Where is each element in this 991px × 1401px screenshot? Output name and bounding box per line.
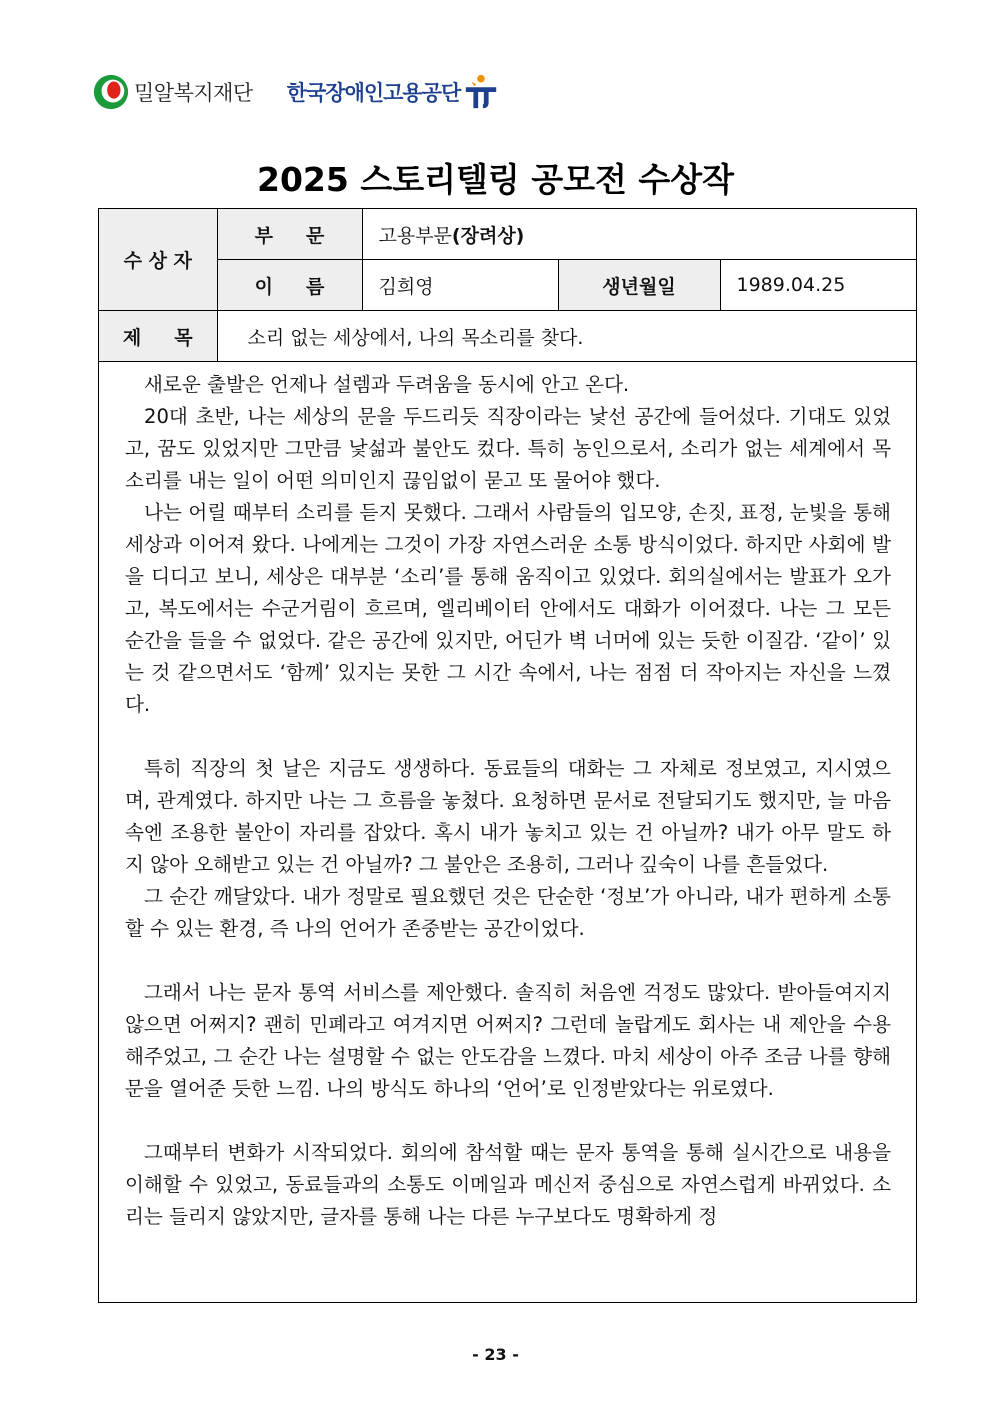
essay-paragraph: 그 순간 깨달았다. 내가 정말로 필요했던 것은 단순한 ‘정보’가 아니라, 내가 편하게 소통할 수 있는 환경, 즉 나의 언어가 존중받는 공간이었다. xyxy=(125,885,891,940)
milal-logo-icon xyxy=(92,73,130,111)
name-value: 김희영 xyxy=(362,260,558,311)
category-label: 부 문 xyxy=(217,209,362,260)
essay-paragraph: 그래서 나는 문자 통역 서비스를 제안했다. 솔직히 처음엔 걱정도 많았다. 받아들여지지 않으면 어쩌지? 괜히 민폐라고 여겨지면 어쩌지? 그런데 놀랍게도 회사는 내 제안을 수용해주었고, 그 순간 나는 설명할 수 없는 안도감을 느꼈다. 마치 세상이 아주 조금 나를 향해 문을 열어준 듯한 느낌. 나의 방식도 하나의 ‘언어’로 인정받았다는 위로였다. xyxy=(125,981,891,1100)
kead-logo-icon xyxy=(462,72,500,112)
essay-paragraph: 새로운 출발은 언제나 설렘과 두려움을 동시에 안고 온다. xyxy=(144,373,630,396)
subject-value: 소리 없는 세상에서, 나의 목소리를 찾다. xyxy=(217,311,916,362)
paragraph-gap xyxy=(125,1105,891,1137)
milal-logo xyxy=(92,73,253,111)
subject-label: 제 목 xyxy=(99,311,217,362)
paragraph-gap xyxy=(125,945,891,977)
category-value-text: 고용부문 xyxy=(378,224,452,247)
header-logos xyxy=(92,72,500,112)
essay-paragraph: 나는 어릴 때부터 소리를 듣지 못했다. 그래서 사람들의 입모양, 손짓, 표정, 눈빛을 통해 세상과 이어져 왔다. 나에게는 그것이 가장 자연스러운 소통 방식이었다. 하지만 사회에 발을 디디고 보니, 세상은 대부분 ‘소리’를 통해 움직이고 있었다. 회의실에서는 발표가 오가고, 복도에서는 수군거림이 흐르며, 엘리베이터 안에서도 대화가 이어졌다. 나는 그 모든 순간을 들을 수 없었다. 같은 공간에 있지만, 어딘가 벽 너머에 있는 듯한 이질감. ‘같이’ 있는 것 같으면서도 ‘함께’ 있지는 못한 그 시간 속에서, 나는 점점 더 작아지는 자신을 느꼈다. xyxy=(125,501,891,716)
kead-logo xyxy=(287,72,501,112)
birth-value: 1989.04.25 xyxy=(720,260,916,311)
winner-label: 수 상 자 xyxy=(99,209,217,311)
category-award-text: (장려상) xyxy=(451,224,525,247)
category-value xyxy=(362,209,916,260)
essay-paragraph: 그때부터 변화가 시작되었다. 회의에 참석할 때는 문자 통역을 통해 실시간으로 내용을 이해할 수 있었고, 동료들과의 소통도 이메일과 메신저 중심으로 자연스럽게 바뀌었다. 소리는 들리지 않았지만, 글자를 통해 나는 다른 누구보다도 명확하게 정 xyxy=(125,1141,891,1228)
essay-body xyxy=(125,369,891,1233)
kead-logo-text: 한국장애인고용공단 xyxy=(286,81,461,105)
paragraph-gap xyxy=(125,721,891,753)
page-number: - 23 - xyxy=(472,1345,519,1364)
award-info-table xyxy=(99,209,916,362)
document-title: 2025 스토리텔링 공모전 수상작 xyxy=(257,160,734,199)
birth-label: 생년월일 xyxy=(558,260,720,311)
essay-paragraph: 특히 직장의 첫 날은 지금도 생생하다. 동료들의 대화는 그 자체로 정보였고, 지시였으며, 관계였다. 하지만 나는 그 흐름을 놓쳤다. 요청하면 문서로 전달되기도 했지만, 늘 마음속엔 조용한 불안이 자리를 잡았다. 혹시 내가 놓치고 있는 건 아닐까? 내가 아무 말도 하지 않아 오해받고 있는 건 아닐까? 그 불안은 조용히, 그러나 깊숙이 나를 흔들었다. xyxy=(125,757,891,876)
essay-paragraph: 20대 초반, 나는 세상의 문을 두드리듯 직장이라는 낯선 공간에 들어섰다. 기대도 있었고, 꿈도 있었지만 그만큼 낯섦과 불안도 컸다. 특히 농인으로서, 소리가 없는 세계에서 목소리를 내는 일이 어떤 의미인지 끊임없이 묻고 또 물어야 했다. xyxy=(125,405,891,492)
award-document-frame xyxy=(98,208,917,1303)
milal-logo-text: 밀알복지재단 xyxy=(134,81,253,105)
name-label: 이 름 xyxy=(217,260,362,311)
